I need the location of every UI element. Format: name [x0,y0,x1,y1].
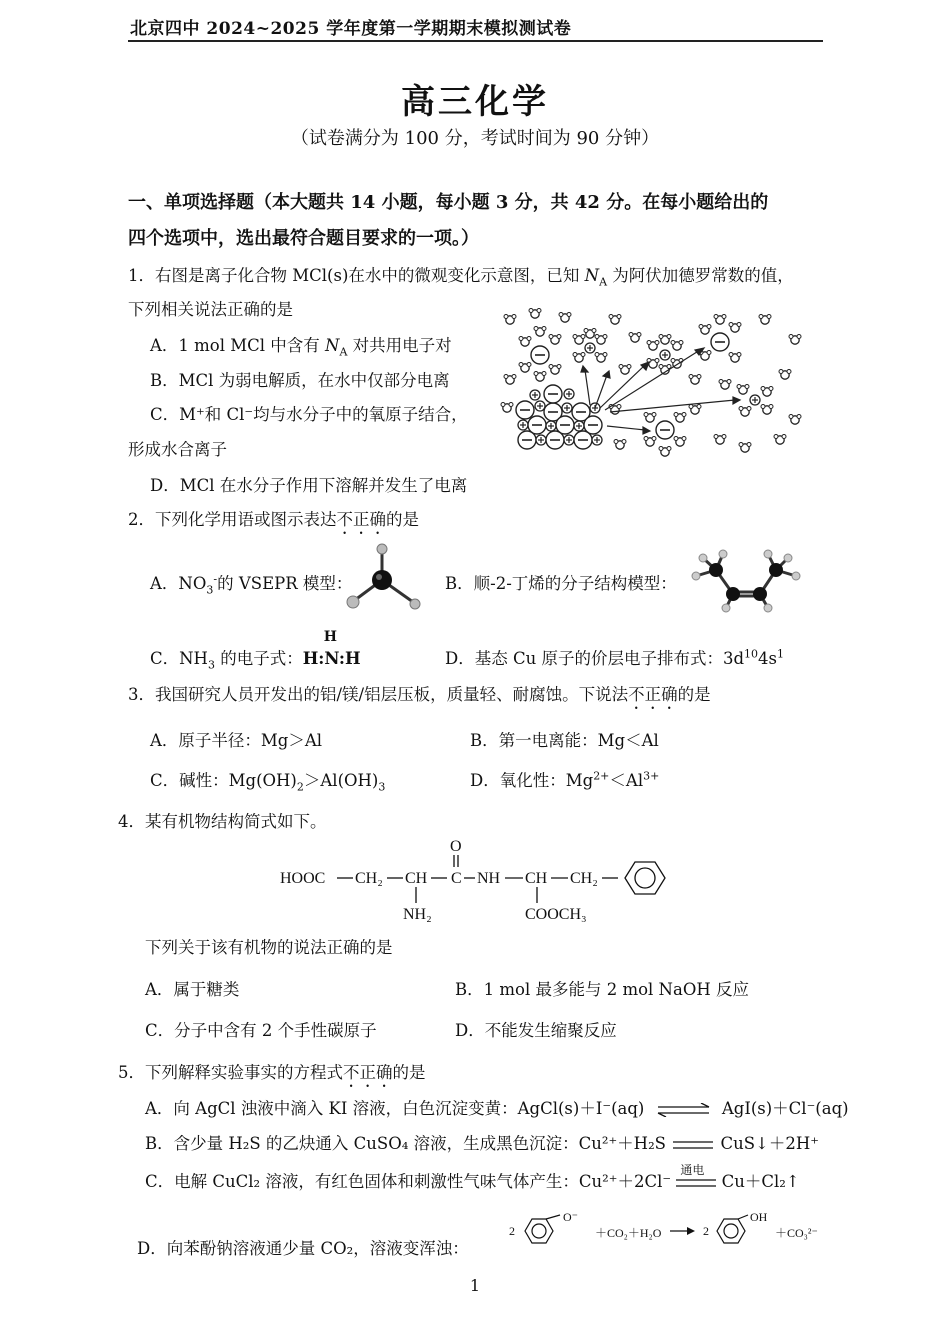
q1-stem-line1 [128,262,794,288]
section-heading-line2: 四个选项中，选出最符合题目要求的一项。） [128,228,479,249]
eq-o-minus: O⁻ [563,1210,578,1224]
electrolysis-sign [676,1162,716,1189]
q2-a-sup: - [213,572,218,586]
struct-o: O [450,838,462,855]
q2-a-label: A．NO [150,574,207,593]
q3-option-a[interactable]: A．原子半径：Mg＞Al [150,731,323,750]
q2-c-post: 的电子式： [214,649,303,668]
equals-sign-icon [676,1178,716,1188]
q3-option-c[interactable] [150,767,385,793]
reaction-arrow-icon [687,1227,695,1235]
q2-stem-part1: 2．下列化学用语或图示表达 [128,510,337,529]
q1-option-c[interactable]: C．M⁺和 Cl⁻均与水分子中的氧原子结合， [150,405,468,424]
q5-a-text: A．向 AgCl 浊液中滴入 KI 溶液，白色沉淀变黄：AgCl(s)＋I⁻(aq) [145,1099,645,1118]
phenolate-equation [505,1205,835,1260]
q5-c-right: Cu＋Cl₂↑ [721,1172,800,1191]
q1-na: N [584,266,600,285]
q1-option-b[interactable]: B．MCl 为弱电解质，在水中仅部分电离 [150,371,450,390]
q5-c-text: C．电解 CuCl₂ 溶液，有红色固体和刺激性气味气体产生：Cu²⁺＋2Cl⁻ [145,1172,672,1191]
page-number: 1 [469,1276,481,1295]
q3-option-d[interactable] [470,767,659,791]
q2-c-pre: C．NH [150,649,208,668]
dissolution-diagram [495,300,825,470]
q2-d-pre: D．基态 Cu 原子的价层电子排布式：3d [445,649,745,668]
q4-option-d[interactable]: D．不能发生缩聚反应 [455,1021,617,1040]
q5-option-d[interactable]: D．向苯酚钠溶液通少量 CO₂，溶液变浑浊： [137,1239,469,1258]
q2-d-sup1: 10 [744,647,759,661]
eq-coef2: 2 [703,1224,709,1238]
q2-c-sub: 3 [207,658,215,672]
q5-b-right: CuS↓＋2H⁺ [720,1134,819,1153]
q3-d-sup1: 2+ [593,769,610,783]
q1-option-c-cont: 形成水合离子 [128,440,227,459]
q5-stem [118,1059,426,1091]
struct-c: C [451,870,462,887]
q3-option-b[interactable]: B．第一电离能：Mg＜Al [470,731,659,750]
q5-option-b[interactable] [145,1130,819,1154]
q4-stem: 4．某有机物结构简式如下。 [118,812,327,831]
q4-option-b[interactable]: B．1 mol 最多能与 2 mol NaOH 反应 [455,980,749,999]
q1-option-d[interactable]: D．MCl 在水分子作用下溶解并发生了电离 [150,476,468,495]
q4-structure-formula [275,835,675,930]
nh3-electron-formula [302,629,361,668]
struct-ch2a: CH₂ [355,870,383,887]
vsepr-model-image [335,540,430,615]
q3-stem-part1: 3．我国研究人员开发出的铝/镁/铝层压板，质量轻、耐腐蚀。下说法 [128,685,629,704]
q3-c-pre: C．碱性：Mg(OH) [150,771,297,790]
q2-d-sup2: 1 [777,647,784,661]
q1-stem-part1: 1．右图是离子化合物 MCl(s)在水中的微观变化示意图，已知 [128,266,585,285]
struct-ch: CH [405,870,428,887]
q5-b-text: B．含少量 H₂S 的乙炔通入 CuSO₄ 溶液，生成黑色沉淀：Cu²⁺＋H₂S [145,1134,666,1153]
q1-a-post: 对共用电子对 [347,336,452,355]
eq-coef1: 2 [509,1224,515,1238]
q2-option-b[interactable]: B．顺-2-丁烯的分子结构模型： [445,574,677,593]
q2-option-d[interactable] [445,645,784,669]
struct-ch: CH [525,870,548,887]
struct-nh: NH [477,870,501,887]
struct-hooc: HOOC [280,870,326,887]
q3-d-mid: ＜Al [609,771,644,790]
q5-stem-part2: 的是 [392,1063,426,1082]
q1-a-pre: A．1 mol MCl 中含有 [150,336,326,355]
q3-d-sup2: 3+ [643,769,660,783]
q3-c-sub1: 2 [296,780,304,794]
q2-stem [128,506,419,538]
nh3-formula: H:N:H [302,649,361,668]
q4-option-c[interactable]: C．分子中含有 2 个手性碳原子 [145,1021,377,1040]
nh3-top-h: H [323,629,337,645]
q3-stem [128,681,711,713]
q2-stem-part2: 的是 [386,510,419,529]
struct-nh2: NH₂ [403,906,432,923]
q1-a-na-sub: A [339,345,348,359]
cis-2-butene-model-image [688,540,803,615]
q3-c-sub2: 3 [378,780,386,794]
eq-oh: OH [750,1210,768,1224]
q2-d-mid: 4s [758,649,777,668]
q2-option-c[interactable] [150,629,361,672]
header-rule [128,40,823,42]
q1-stem-line2: 下列相关说法正确的是 [128,300,293,319]
q2-option-a[interactable] [150,570,352,596]
page-title: 高三化学 [401,82,549,122]
q1-na-sub: A [599,275,608,289]
q3-stem-emphasis: 不正确 [628,685,678,704]
equals-sign-icon [673,1140,713,1150]
struct-ch2b: CH₂ [570,870,598,887]
exam-header: 北京四中 2024~2025 学年度第一学期期末模拟测试卷 [130,19,572,39]
eq-plus2: ＋CO₃²⁻ [775,1226,818,1240]
q1-a-na: N [325,336,340,355]
q4-option-a[interactable]: A．属于糖类 [145,980,240,999]
q5-stem-emphasis: 不正确 [343,1063,393,1082]
q3-d-pre: D．氧化性：Mg [470,771,594,790]
electrolysis-condition: 通电 [680,1162,705,1177]
q5-option-c[interactable] [145,1162,800,1192]
q2-a-rest: 的 VSEPR 模型： [217,574,353,593]
q5-a-right: AgI(s)＋Cl⁻(aq) [721,1099,849,1118]
struct-cooch3: COOCH₃ [525,906,587,923]
equilibrium-arrow-icon [656,1103,711,1117]
q1-option-a[interactable] [150,332,452,358]
q2-a-sub: 3 [206,583,214,597]
section-heading-line1: 一、单项选择题（本大题共 14 小题，每小题 3 分，共 42 分。在每小题给出的 [128,192,769,213]
q3-c-mid: ＞Al(OH) [303,771,379,790]
q1-stem-part2: 为阿伏加德罗常数的值， [607,266,794,285]
q5-stem-part1: 5．下列解释实验事实的方程式 [118,1063,343,1082]
eq-plus1: ＋CO₂＋H₂O [595,1226,662,1240]
q4-sub-stem: 下列关于该有机物的说法正确的是 [145,938,393,957]
page-subtitle: （试卷满分为 100 分，考试时间为 90 分钟） [290,128,660,149]
q5-option-a[interactable] [145,1095,849,1119]
q3-stem-part2: 的是 [677,685,711,704]
q2-stem-emphasis: 不正确 [336,510,386,529]
